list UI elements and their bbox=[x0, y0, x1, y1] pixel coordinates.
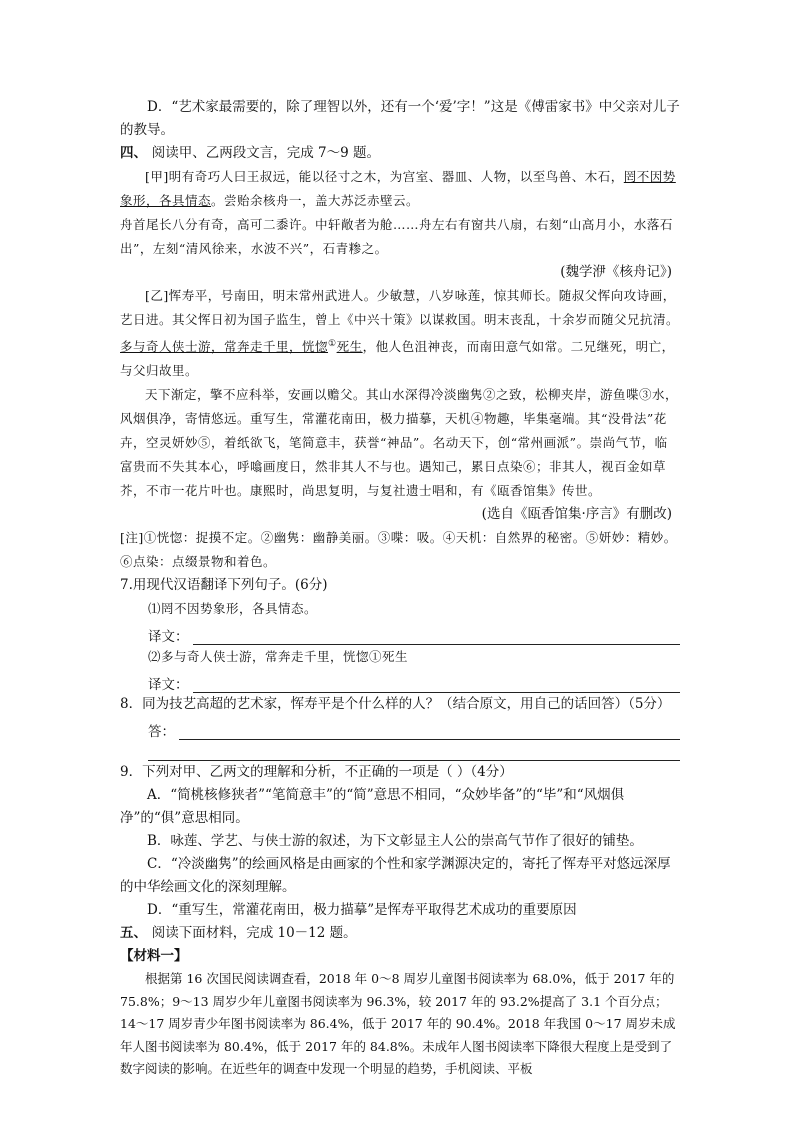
passage-yi-text-2: ，他人色沮神丧，而南田意气如常。二兄继死，明亡，与父归故里。 bbox=[120, 339, 675, 379]
question-7-stem: 7.用现代汉语翻译下列句子。(6分) bbox=[120, 577, 328, 594]
passage-yi-underlined: 多与奇人侠士游，常奔走千里，恍惚 bbox=[120, 339, 329, 355]
question-8-stem: 8．同为技艺高超的艺术家，恽寿平是个什么样的人？（结合原文，用自己的话回答）（5分） bbox=[120, 696, 671, 713]
question-9-option-b: B．咏莲、学艺、与侠士游的叙述，为下文彰显主人公的崇高气节作了很好的铺垫。 bbox=[147, 833, 643, 850]
section-4-number: 四、 bbox=[120, 145, 147, 161]
question-8-answer-line-2[interactable] bbox=[148, 740, 680, 761]
translation-label: 译文： bbox=[148, 629, 189, 646]
question-7-sentence-2: ⑵多与奇人侠士游，常奔走千里，恍惚①死生 bbox=[148, 649, 409, 665]
passage-yi-tag: [乙] bbox=[145, 288, 169, 303]
section-4-heading bbox=[120, 142, 680, 165]
answer-line bbox=[179, 723, 680, 740]
passage-notes: [注]①恍惚：捉摸不定。②幽隽：幽静美丽。③喋：吸。④天机：自然界的秘密。⑤妍妙：精妙。⑥点染：点缀景物和着色。 bbox=[120, 530, 677, 570]
answer-line bbox=[193, 676, 681, 693]
question-9-option-a: A．“简桃核修狭者”“笔简意丰”的“简”意思不相同，“众妙毕备”的“毕”和“风烟俱净”的“俱”意思相同。 bbox=[120, 787, 625, 827]
page-content bbox=[120, 96, 680, 1081]
passage-jia-source: (魏学洢《核舟记》) bbox=[560, 264, 672, 280]
section-5-title: 阅读下面材料，完成 10－12 题。 bbox=[151, 925, 357, 942]
passage-jia-text-1: 明有奇巧人曰王叔远，能以径寸之木，为宫室、器皿、人物，以至鸟兽、木石， bbox=[168, 169, 624, 184]
passage-jia-tag: [甲] bbox=[145, 169, 169, 184]
section-5-heading bbox=[120, 922, 680, 945]
question-9-option-c: C．“冷淡幽隽”的绘画风格是由画家的个性和家学渊源决定的，寄托了恽寿平对悠远深厚的中华绘画文化的深刻理解。 bbox=[120, 856, 671, 896]
passage-jia-text-2: 。尝贻余核舟一，盖大苏泛赤壁云。 bbox=[211, 193, 420, 208]
question-7-answer-1[interactable] bbox=[148, 621, 680, 645]
question-9-option-d: D．“重写生，常灌花南田，极力描摹”是恽寿平取得艺术成功的重要原因 bbox=[147, 902, 577, 919]
material-1-text: 根据第 16 次国民阅读调查看，2018 年 0～8 周岁儿童图书阅读率为 68.0%，低于 2017 年的 75.8%；9～13 周岁少年儿童图书阅读率为 96.3%，较 2017 年的 93.2%提高了 3.1 个百分点；14～17 周岁青少年图书阅读率为 86.4%，低于 2017 年的 90.4%。2018 年我国 0～17 周岁未成年人图书阅读率为 80.4%，低于 2017 年的 84.8%。未成年人图书阅读率下降很大程度上是受到了数字阅读的影响。在近些年的调查中发现一个明显的趋势，手机阅读、平板 bbox=[120, 971, 676, 1077]
material-1-label: 【材料一】 bbox=[120, 948, 188, 965]
passage-yi bbox=[120, 284, 680, 383]
passage-yi-para-2: 天下渐定，擎不应科举，安画以赡父。其山水深得冷淡幽隽②之致，松柳夹岸，游鱼喋③水，风烟俱净，寄情悠远。重写生，常灌花南田，极力描摹，天机④物趣，毕集毫端。其“没骨法”花卉，空灵妍妙⑤，着纸欲飞，笔简意丰，获誉“神品”。名动天下，创“常州画派”。崇尚气节，临富贵而不失其本心，呼噏画度日，然非其人不与也。遇知己，累日点染⑥；非其人，视百金如草芥，不市一花片叶也。康熙时，尚思复明，与复社遗士唱和，有《瓯香馆集》传世。 bbox=[120, 387, 679, 499]
note-marker-1: ① bbox=[328, 339, 337, 349]
question-7-sentence-1: ⑴罔不因势象形，各具情态。 bbox=[148, 601, 318, 617]
translation-label: 译文： bbox=[148, 677, 189, 694]
option-d-prev: D．“艺术家最需要的，除了理智以外，还有一个‘爱’字！”这是《傅雷家书》中父亲对儿子的教导。 bbox=[120, 99, 680, 138]
passage-yi-source: (选自《瓯香馆集·序言》有删改) bbox=[481, 506, 672, 523]
question-7-answer-2[interactable] bbox=[148, 669, 680, 693]
passage-yi-underlined-2: 死生 bbox=[336, 339, 363, 355]
answer-line bbox=[193, 628, 681, 645]
section-5-number: 五、 bbox=[120, 925, 147, 942]
passage-jia bbox=[120, 165, 680, 213]
passage-yi-text-1: 恽寿平，号南田，明末常州武进人。少敏慧，八岁咏莲，惊其师长。随叔父恽向攻诗画，艺日进。其父恽日初为国子监生，曾上《中兴十策》以谋救国。明末丧乱，十余岁而随父兄抗清。 bbox=[120, 288, 680, 327]
passage-jia-underlined: 罔不因势象形，各具情态 bbox=[120, 169, 676, 208]
question-8-answer[interactable] bbox=[148, 716, 680, 740]
question-9-stem: 9．下列对甲、乙两文的理解和分析，不正确的一项是（ ）（4分） bbox=[120, 764, 513, 781]
section-4-title: 阅读甲、乙两段文言，完成 7～9 题。 bbox=[151, 145, 380, 161]
answer-label: 答： bbox=[148, 724, 175, 741]
passage-jia-para-2: 舟首尾长八分有奇，高可二黍许。中轩敞者为舱……舟左右有窗共八扇，右刻“山高月小，水落石出”，左刻“清风徐来，水波不兴”，石青糁之。 bbox=[120, 217, 673, 256]
